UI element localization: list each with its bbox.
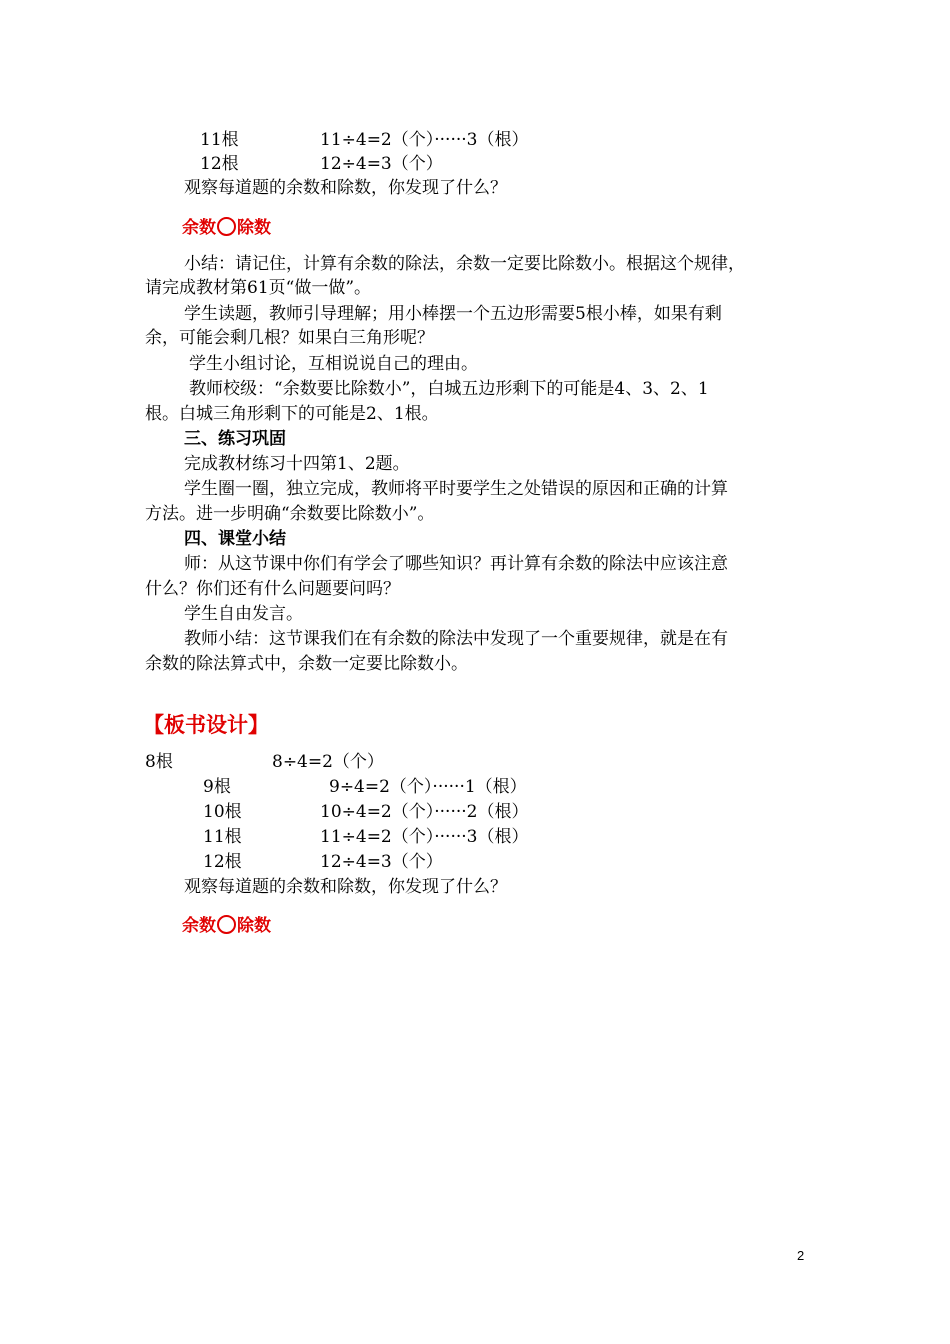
relation-left: 余数: [182, 916, 216, 936]
relation-right: 除数: [237, 218, 271, 238]
board-row-expression: 9÷4=2（个）······1（根）: [329, 777, 527, 797]
check-line: 根。白城三角形剩下的可能是2、1根。: [145, 404, 439, 424]
relation-line: [182, 216, 271, 240]
board-observe-question: 观察每道题的余数和除数，你发现了什么？: [184, 877, 507, 897]
blank-circle-icon: [217, 217, 236, 236]
reading-line: 余，可能会剩几根？如果白三角形呢？: [145, 328, 434, 348]
board-row-label: 9根: [203, 777, 231, 797]
relation-left: 余数: [182, 218, 216, 238]
section-4-title: 四、课堂小结: [184, 529, 286, 549]
section-3-line: 完成教材练习十四第1、2题。: [184, 454, 410, 474]
relation-right: 除数: [237, 916, 271, 936]
board-row-expression: 11÷4=2（个）······3（根）: [320, 827, 529, 847]
blank-circle-icon: [217, 915, 236, 934]
board-row-expression: 12÷4=3（个）: [320, 852, 443, 872]
row-label: 11根: [200, 130, 239, 150]
section-4-line: 余数的除法算式中，余数一定要比除数小。: [145, 654, 468, 674]
observe-question: 观察每道题的余数和除数，你发现了什么？: [184, 178, 507, 198]
reading-line: 学生读题，教师引导理解；用小棒摆一个五边形需要5根小棒，如果有剩: [184, 304, 722, 324]
section-4-line: 师：从这节课中你们有学会了哪些知识？再计算有余数的除法中应该注意: [184, 554, 728, 574]
board-row-expression: 8÷4=2（个）: [272, 752, 384, 772]
section-4-line: 什么？你们还有什么问题要问吗？: [145, 579, 400, 599]
board-row-label: 12根: [203, 852, 242, 872]
board-relation-line: [182, 914, 271, 938]
discussion-line: 学生小组讨论，互相说说自己的理由。: [189, 354, 478, 374]
row-expression: 11÷4=2（个）······3（根）: [320, 130, 529, 150]
summary-line: 小结：请记住，计算有余数的除法，余数一定要比除数小。根据这个规律，: [184, 254, 745, 274]
check-line: 教师校级：“余数要比除数小”，白城五边形剩下的可能是4、3、2、1: [189, 379, 709, 399]
section-4-line: 学生自由发言。: [184, 604, 303, 624]
section-3-line: 方法。进一步明确“余数要比除数小”。: [145, 504, 435, 524]
board-design-title: 【板书设计】: [143, 713, 269, 737]
board-row-label: 11根: [203, 827, 242, 847]
board-row-label: 10根: [203, 802, 242, 822]
row-label: 12根: [200, 154, 239, 174]
row-expression: 12÷4=3（个）: [320, 154, 443, 174]
page-number: 2: [797, 1248, 805, 1263]
section-3-line: 学生圈一圈，独立完成，教师将平时要学生之处错误的原因和正确的计算: [184, 479, 728, 499]
summary-line: 请完成教材第61页“做一做”。: [145, 278, 372, 298]
board-row-expression: 10÷4=2（个）······2（根）: [320, 802, 529, 822]
section-4-line: 教师小结：这节课我们在有余数的除法中发现了一个重要规律，就是在有: [184, 629, 728, 649]
section-3-title: 三、练习巩固: [184, 429, 286, 449]
board-row-label: 8根: [145, 752, 173, 772]
